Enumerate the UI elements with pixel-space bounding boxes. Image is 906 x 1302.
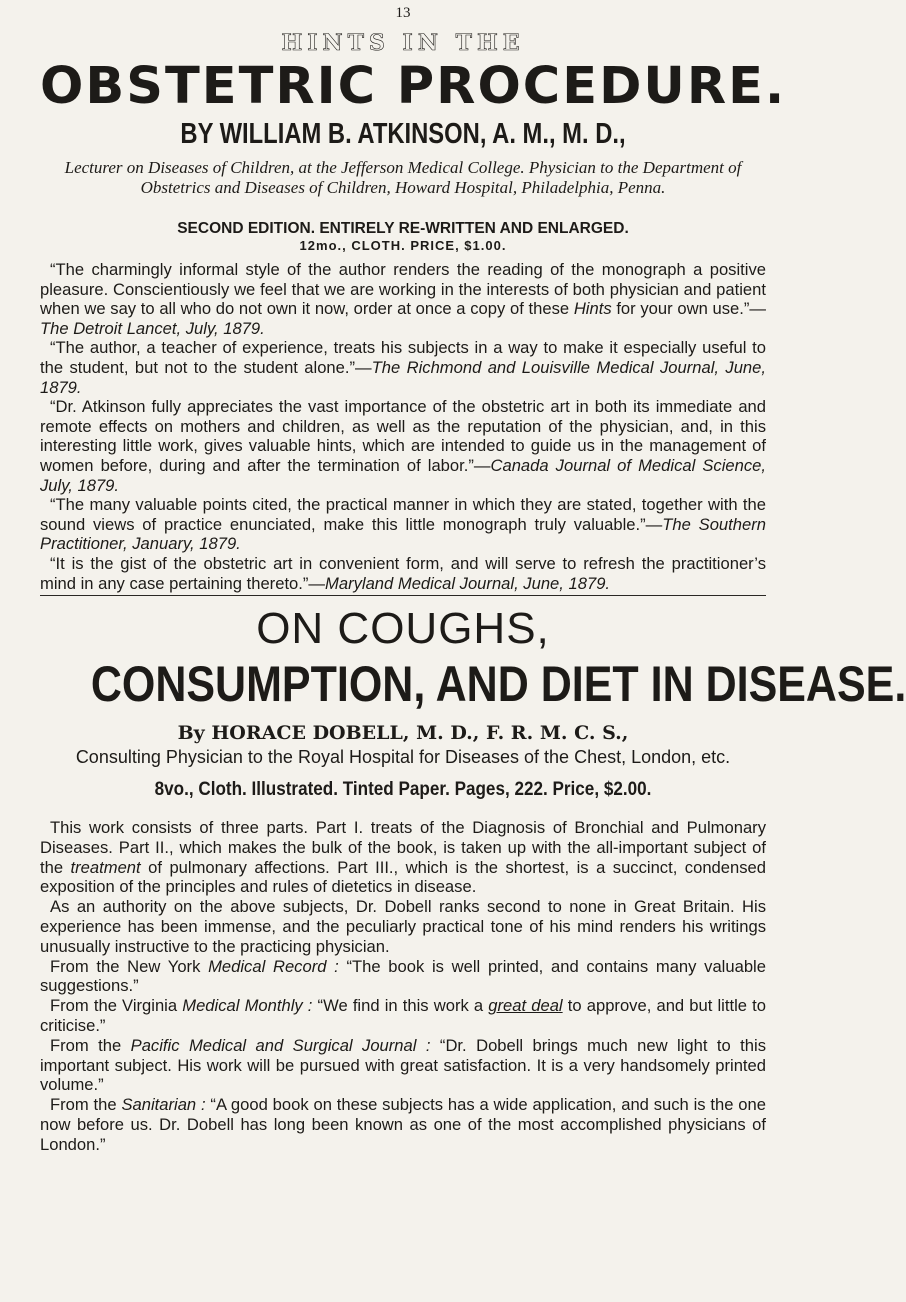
press-quote: From the Sanitarian : “A good book on these subjects has a wide application, and such is the one now before us. Dr. Dobell has long been known as one of the most accomplished physicians of London.”	[40, 1095, 766, 1154]
review-source: The Richmond and Louisville Medical Journal, June, 1879.	[40, 357, 766, 397]
review-quote: “The many valuable points cited, the practical manner in which they are stated, together with the sound views of practice enunciated, make this little monograph truly valuable.”—The Southern Practitioner, January, 1879.	[40, 495, 766, 554]
book-listing-obstetric-procedure	[40, 28, 787, 593]
book-listing-coughs-consumption	[40, 604, 906, 1155]
review-source: The Detroit Lancet, July, 1879.	[40, 318, 265, 338]
book-title-line-2: CONSUMPTION, AND DIET IN DISEASE.	[90, 656, 906, 713]
book-author: BY WILLIAM B. ATKINSON, A. M., M. D.,	[180, 118, 626, 150]
review-source: Canada Journal of Medical Science, July, 1879.	[40, 455, 766, 495]
press-quote: From the New York Medical Record : “The book is well printed, and contains many valuable suggestions.”	[40, 956, 766, 996]
review-source: The Southern Practitioner, January, 1879.	[40, 514, 766, 554]
review-quote: “The charmingly informal style of the author renders the reading of the monograph a positive pleasure. Conscientiously we feel that we are working in the interests of both physician and patient when we say to all who do not own it now, order at once a copy of these Hints for your own use.”—The Detroit Lancet, July, 1879.	[40, 260, 766, 338]
book-author: By HORACE DOBELL, M. D., F. R. M. C. S.,	[177, 722, 629, 745]
book-title: OBSTETRIC PROCEDURE.	[40, 57, 787, 116]
author-position: Consulting Physician to the Royal Hospital for Diseases of the Chest, London, etc.	[75, 747, 731, 768]
description-paragraph: This work consists of three parts. Part I. treats of the Diagnosis of Bronchial and Pulmonary Diseases. Part II., which makes the bulk of the book, is taken up with the all-important subject of the treatment of pulmonary affections. Part III., which is the shortest, is a succinct, condensed exposition of the principles and rules of dietetics in disease.	[40, 818, 766, 897]
book-description	[40, 818, 766, 1155]
review-quote: “Dr. Atkinson fully appreciates the vast importance of the obstetric art in both its immediate and remote effects on mothers and children, as well as the reputation of the physician, and, in this interesting little work, gives valuable hints, which are intended to guide us in the management of women before, during and after the termination of labor.”—Canada Journal of Medical Science, July, 1879.	[40, 397, 766, 495]
review-quote: “It is the gist of the obstetric art in convenient form, and will serve to refresh the practitioner’s mind in any case pertaining thereto.”—Maryland Medical Journal, June, 1879.	[40, 553, 766, 593]
page-number: 13	[395, 5, 411, 21]
press-quote: From the Pacific Medical and Surgical Journal : “Dr. Dobell brings much new light to this important subject. His work will be pursued with great satisfaction. It is a very handsomely printed volume.”	[40, 1035, 766, 1095]
author-affiliation: Lecturer on Diseases of Children, at the Jefferson Medical College. Physician to the Department of Obstetrics and Diseases of Children, Howard Hospital, Philadelphia, Penna.	[64, 158, 742, 197]
section-divider	[40, 595, 766, 596]
edition-note: SECOND EDITION. ENTIRELY RE-WRITTEN AND ENLARGED.	[177, 220, 629, 237]
price-line: 12mo., CLOTH. PRICE, $1.00.	[299, 238, 507, 253]
press-reviews	[40, 260, 766, 593]
book-title-line-1: ON COUGHS,	[256, 604, 550, 654]
review-source: Maryland Medical Journal, June, 1879.	[325, 573, 611, 593]
description-paragraph: As an authority on the above subjects, Dr. Dobell ranks second to none in Great Britain. His experience has been immense, and the peculiarly practical tone of his mind renders his writings unusually instructive to the practicing physician.	[40, 897, 766, 956]
title-prefix: HINTS IN THE	[281, 30, 525, 56]
format-price-line: 8vo., Cloth. Illustrated. Tinted Paper. Pages, 222. Price, $2.00.	[154, 779, 652, 801]
press-quote: From the Virginia Medical Monthly : “We find in this work a great deal to approve, and but little to criticise.”	[40, 996, 766, 1036]
review-quote: “The author, a teacher of experience, treats his subjects in a way to make it especially useful to the student, but not to the student alone.”—The Richmond and Louisville Medical Journal, June, 1879.	[40, 338, 766, 397]
